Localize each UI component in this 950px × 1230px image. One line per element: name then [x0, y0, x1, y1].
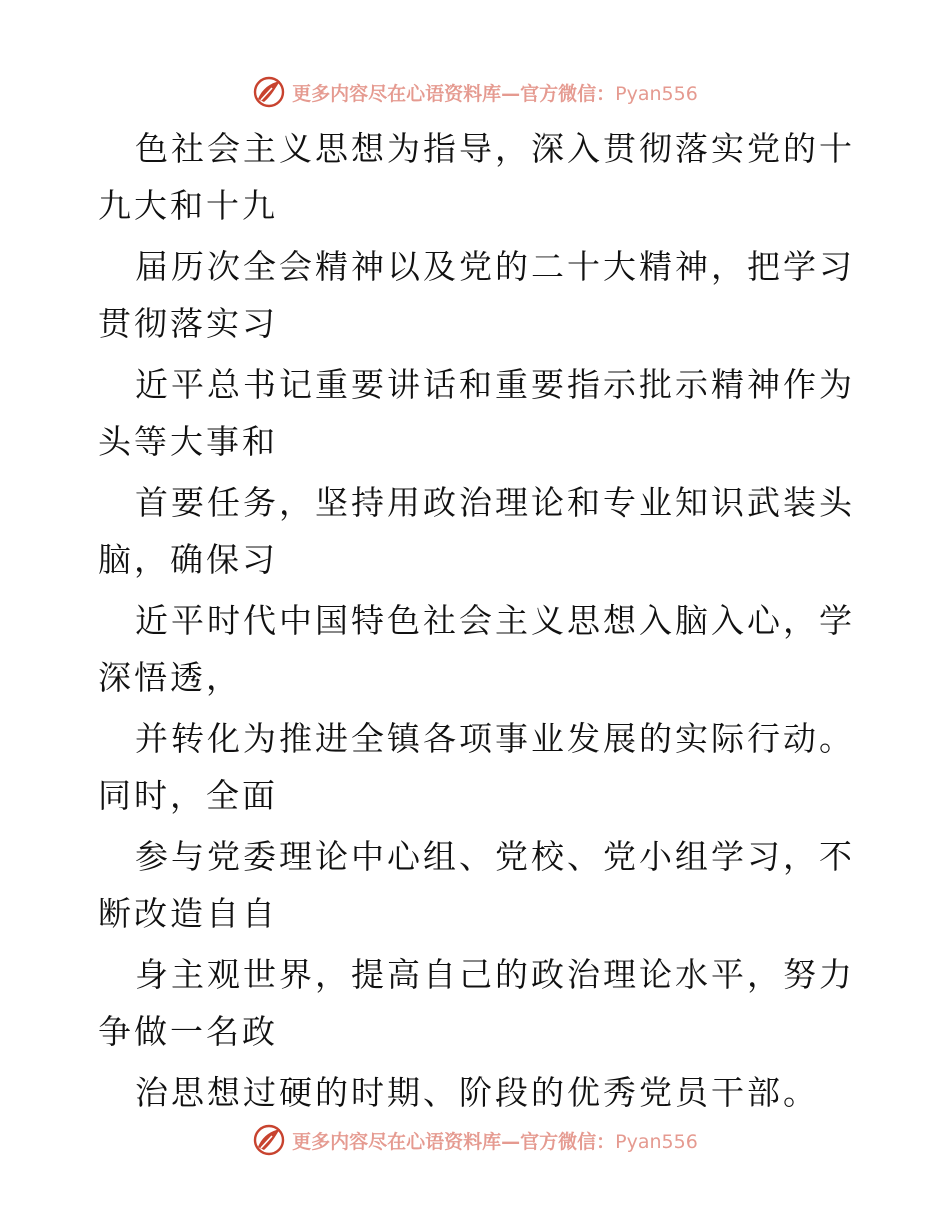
paragraph: 身主观世界，提高自己的政治理论水平，努力争做一名政 — [98, 955, 855, 1051]
watermark-account: Pyan556 — [615, 1130, 698, 1153]
paragraph: 治思想过硬的时期、阶段的优秀党员干部。 — [135, 1073, 819, 1112]
footer-watermark — [0, 1120, 950, 1160]
header-watermark — [0, 72, 950, 112]
paragraph: 色社会主义思想为指导，深入贯彻落实党的十九大和十九 — [98, 129, 855, 225]
paragraph: 近平时代中国特色社会主义思想入脑入心，学深悟透， — [98, 601, 855, 697]
paragraph: 首要任务，坚持用政治理论和专业知识武装头脑，确保习 — [98, 483, 855, 579]
watermark-label: 更多内容尽在心语资料库—官方微信： — [292, 1130, 616, 1153]
watermark-account: Pyan556 — [615, 82, 698, 105]
paragraph: 并转化为推进全镇各项事业发展的实际行动。同时，全面 — [98, 719, 855, 815]
watermark-text — [292, 1127, 698, 1154]
paragraph: 届历次全会精神以及党的二十大精神，把学习贯彻落实习 — [98, 247, 855, 343]
document-body — [0, 120, 950, 1121]
watermark-label: 更多内容尽在心语资料库—官方微信： — [292, 82, 616, 105]
paragraph: 参与党委理论中心组、党校、党小组学习，不断改造自自 — [98, 837, 855, 933]
pen-nib-icon — [252, 75, 286, 109]
paragraph: 近平总书记重要讲话和重要指示批示精神作为头等大事和 — [98, 365, 855, 461]
pen-nib-icon — [252, 1123, 286, 1157]
watermark-text — [292, 79, 698, 106]
